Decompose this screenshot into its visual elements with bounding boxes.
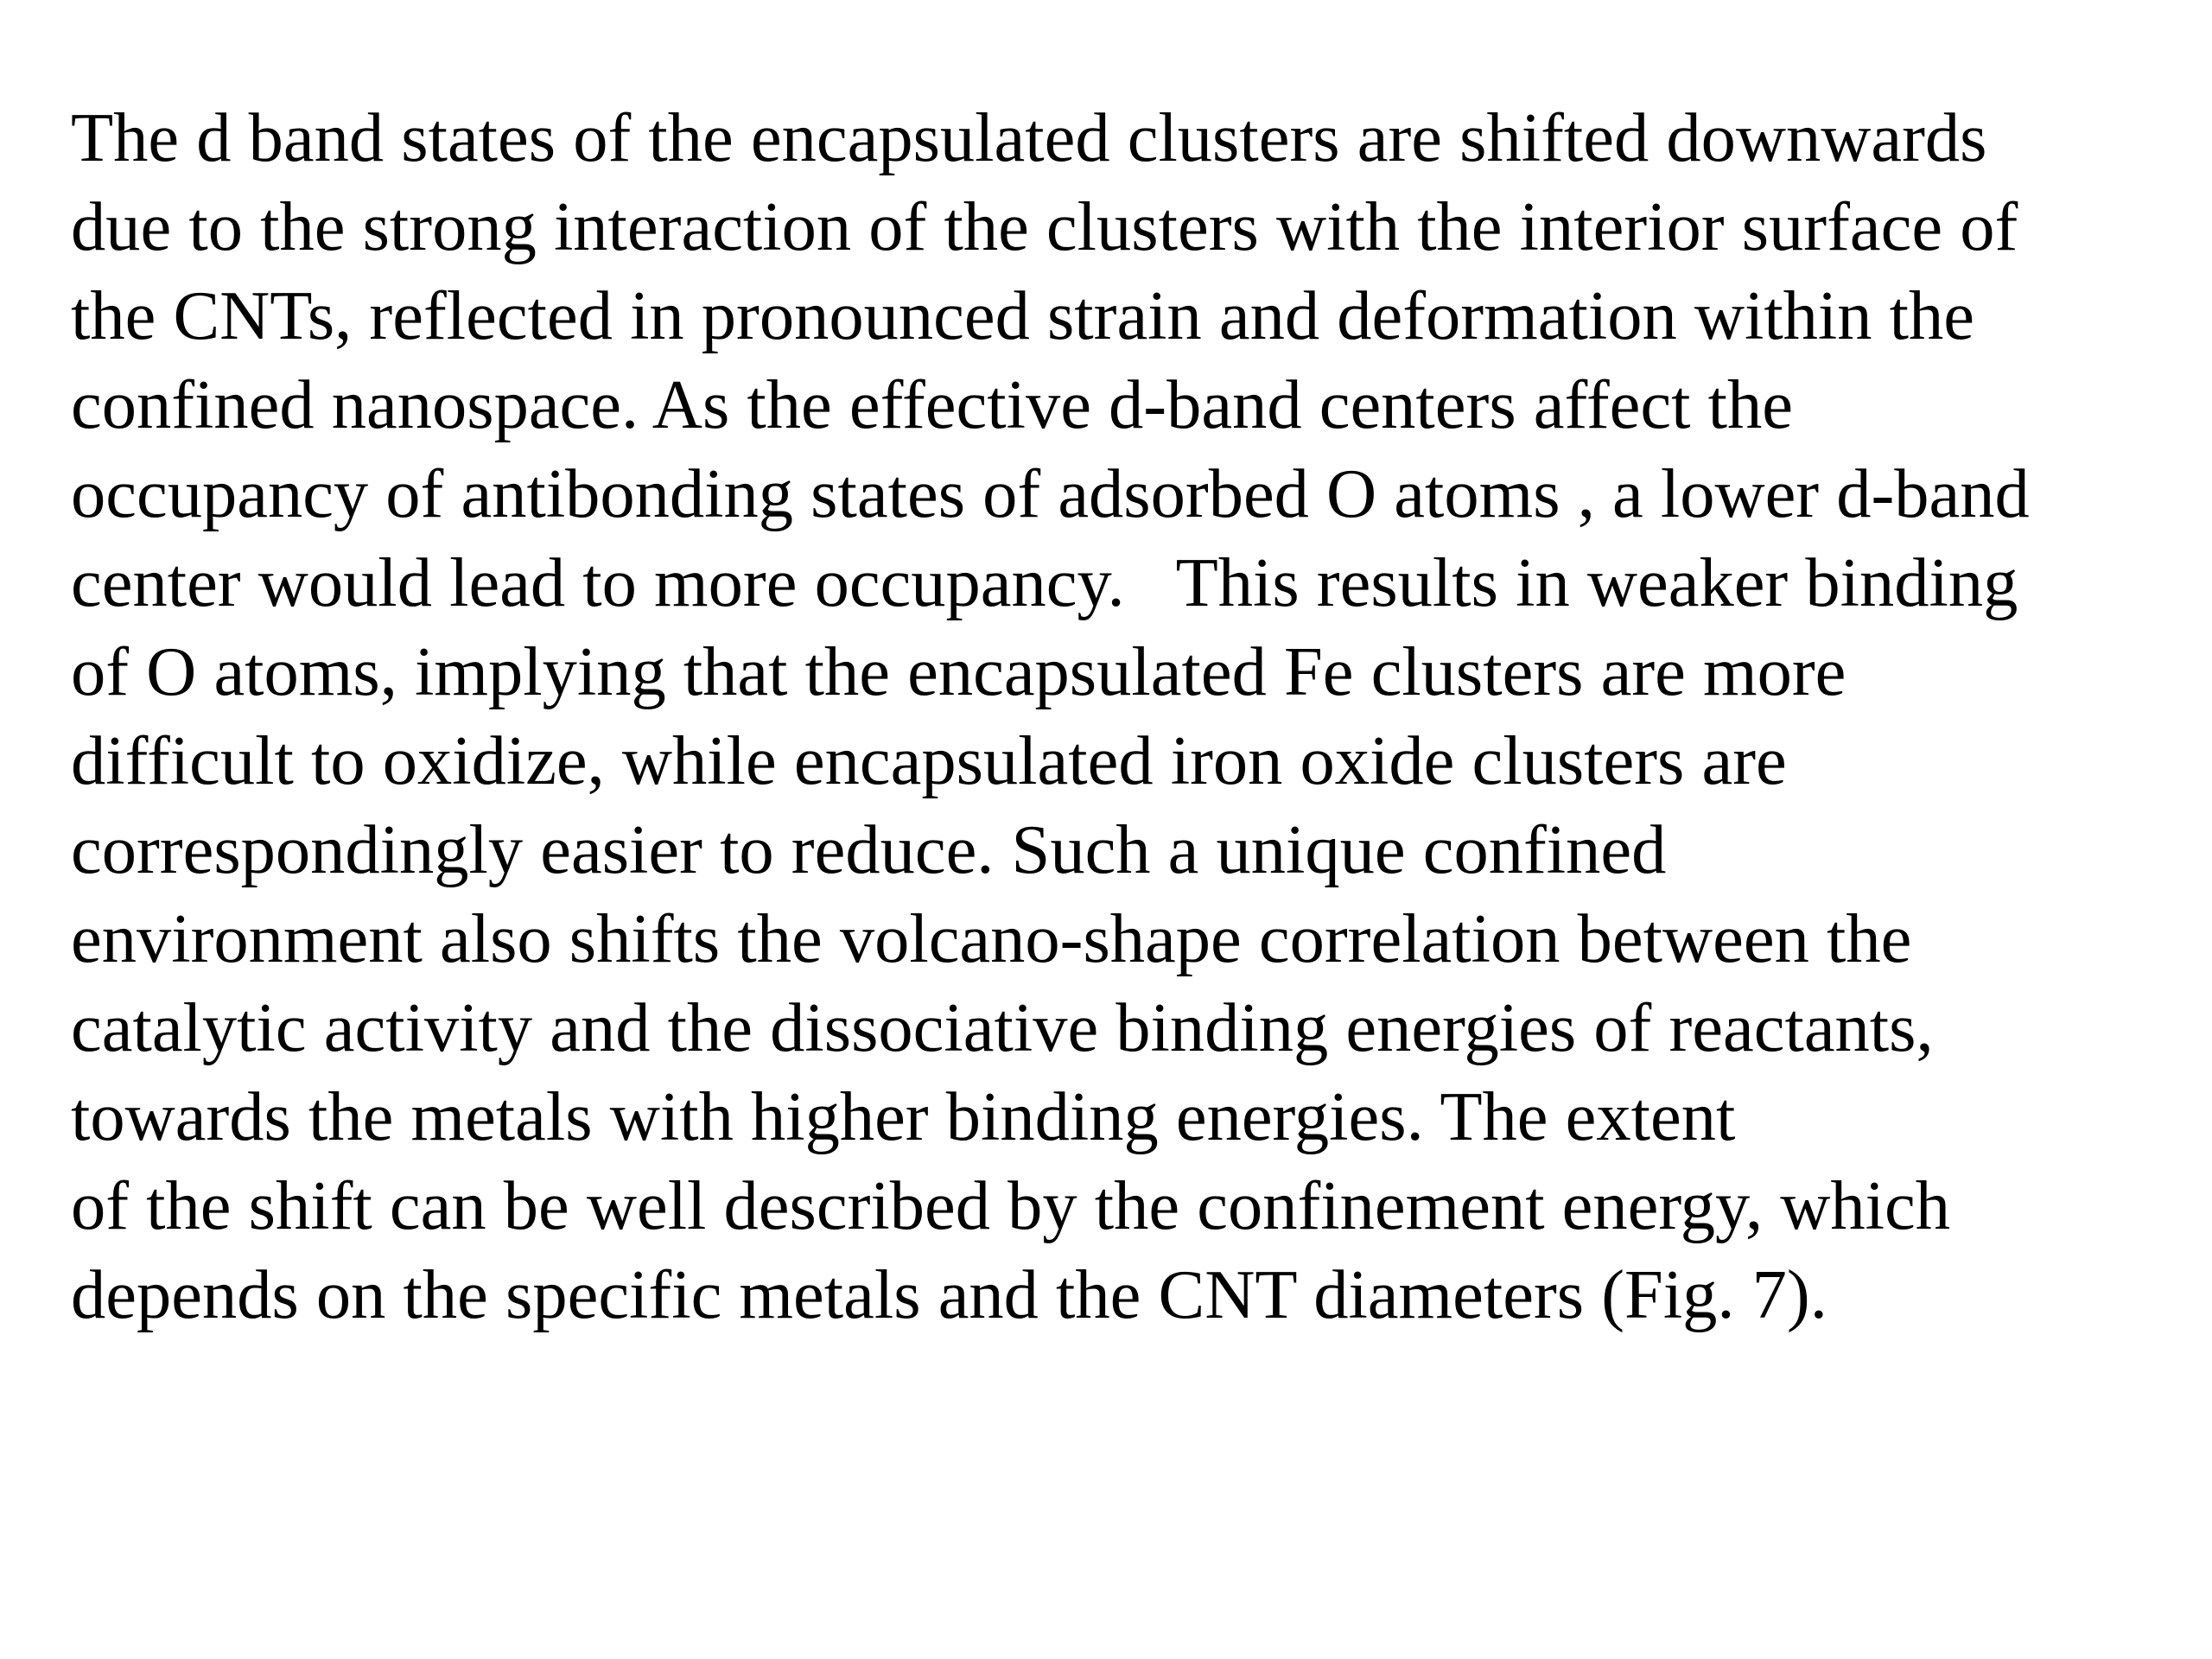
text-line: confined nanospace. As the effective d-band centers affect the	[71, 366, 1793, 443]
text-line: the CNTs, reflected in pronounced strain and deformation within the	[71, 277, 1975, 354]
text-line: center would lead to more occupancy. This results in weaker binding	[71, 544, 2018, 621]
text-line: The d band states of the encapsulated clusters are shifted downwards	[71, 99, 1987, 176]
text-line: due to the strong interaction of the clusters with the interior surface of	[71, 188, 2018, 265]
body-paragraph	[71, 93, 2205, 1339]
text-line: of O atoms, implying that the encapsulated Fe clusters are more	[71, 633, 1847, 710]
text-line: correspondingly easier to reduce. Such a unique confined	[71, 811, 1667, 888]
text-line: catalytic activity and the dissociative binding energies of reactants,	[71, 989, 1934, 1066]
text-line: towards the metals with higher binding energies. The extent	[71, 1078, 1736, 1155]
text-line: of the shift can be well described by the confinement energy, which	[71, 1167, 1950, 1244]
text-line: depends on the specific metals and the CNT diameters (Fig. 7).	[71, 1256, 1827, 1333]
text-line: difficult to oxidize, while encapsulated iron oxide clusters are	[71, 722, 1787, 799]
text-line: environment also shifts the volcano-shape correlation between the	[71, 900, 1912, 977]
text-line: occupancy of antibonding states of adsorbed O atoms , a lower d-band	[71, 455, 2030, 532]
